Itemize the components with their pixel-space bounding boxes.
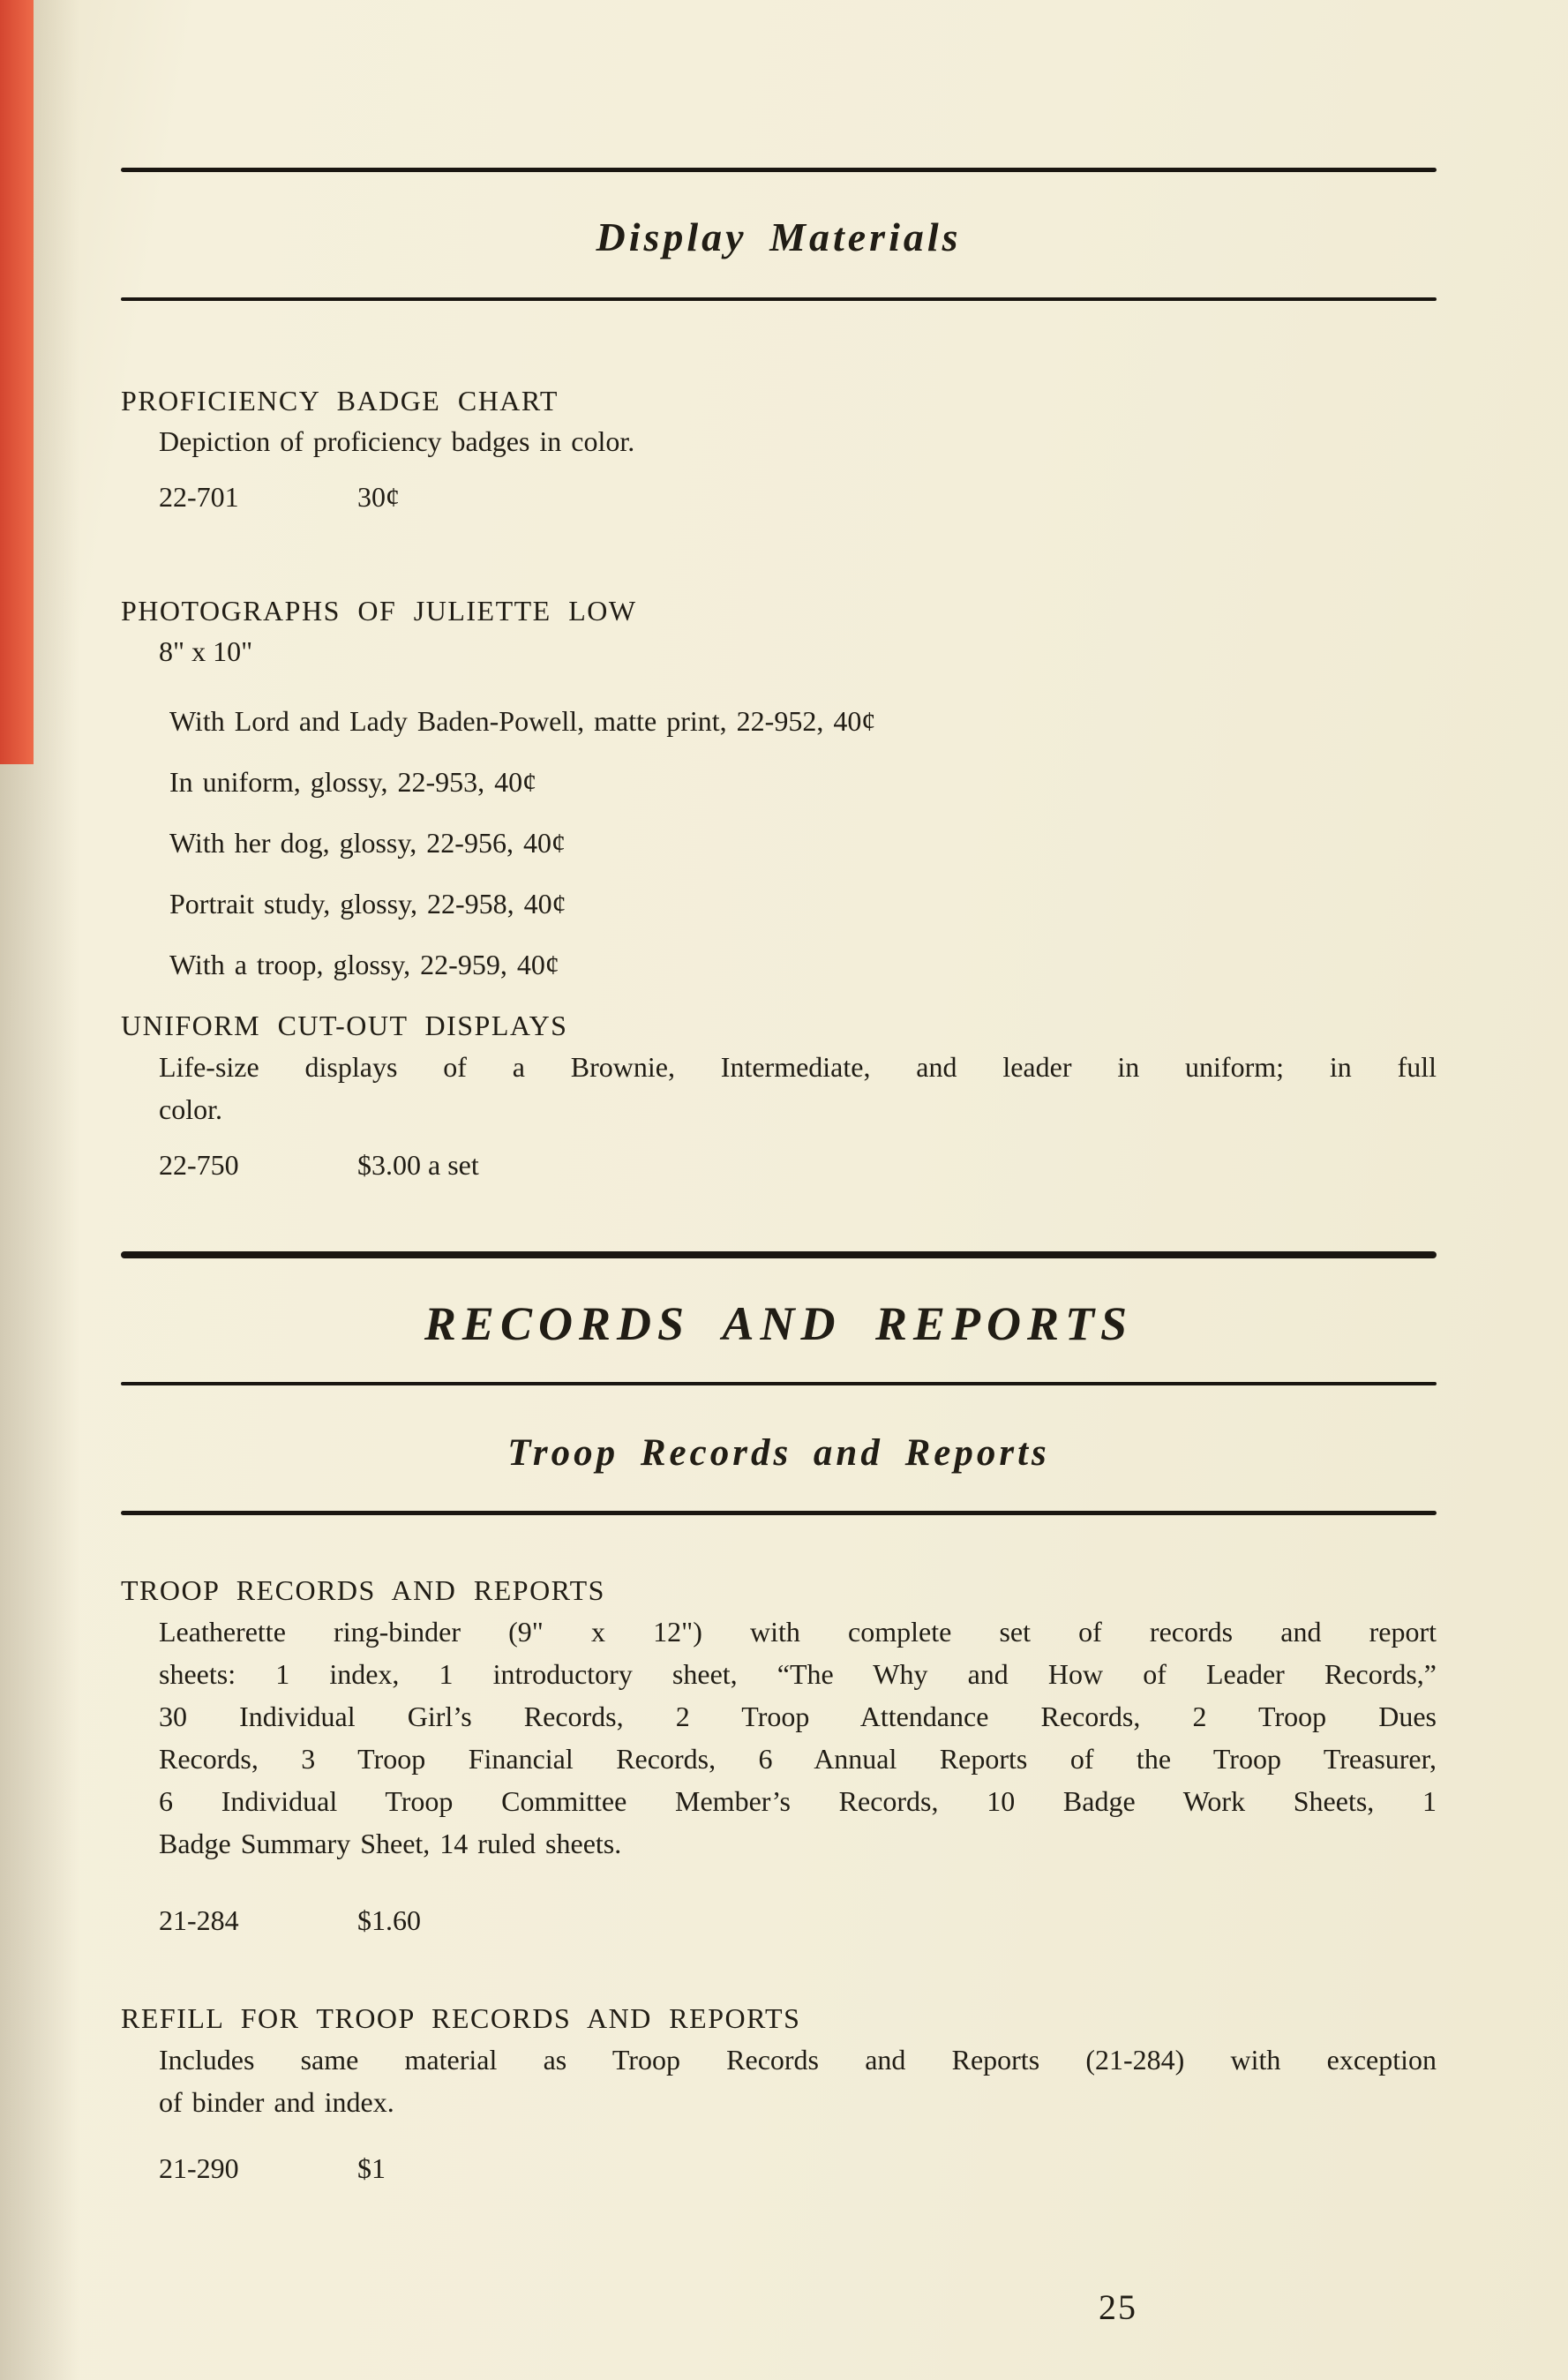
catalog-code: 21-290 [159,2152,239,2184]
troop-records-description-line: sheets: 1 index, 1 introductory sheet, “The Why and How of Leader Records,” [159,1658,1437,1690]
uniform-description-line: Life-size displays of a Brownie, Intermediate, and leader in uniform; in full [159,1051,1437,1083]
rule-above-display-title [121,168,1437,172]
photo-item: With Lord and Lady Baden-Powell, matte print, 22-952, 40¢ [169,705,876,737]
records-section-subtitle: Troop Records and Reports [507,1432,1050,1474]
troop-records-description-line: 6 Individual Troop Committee Member’s Records, 10 Badge Work Sheets, 1 [159,1785,1437,1817]
rule-below-records-title [121,1382,1437,1385]
photo-item: With a troop, glossy, 22-959, 40¢ [169,949,559,980]
page-number: 25 [1099,2287,1137,2327]
catalog-code: 21-284 [159,1904,239,1936]
troop-records-heading: TROOP RECORDS AND REPORTS [121,1574,605,1606]
catalog-code: 22-750 [159,1149,239,1181]
catalog-code: 22-701 [159,481,239,513]
rule-below-display-title [121,297,1437,301]
proficiency-code-price [159,477,1437,518]
troop-records-description-line: Leatherette ring-binder (9" x 12") with complete set of records and report [159,1616,1437,1648]
spine-color-strip [0,0,34,764]
refill-description-line: Includes same material as Troop Records and Reports (21-284) with exception [159,2044,1437,2076]
uniform-description-line: color. [159,1093,222,1125]
price: 30¢ [357,481,400,513]
troop-records-description-line: Badge Summary Sheet, 14 ruled sheets. [159,1828,622,1859]
price: $3.00 a set [357,1149,479,1181]
display-section-title: Display Materials [596,214,962,259]
price: $1 [357,2152,386,2184]
photographs-size: 8" x 10" [159,635,253,667]
rule-above-records-title [121,1251,1437,1258]
uniform-heading: UNIFORM CUT-OUT DISPLAYS [121,1010,568,1041]
refill-code-price [159,2148,1437,2189]
photo-item: In uniform, glossy, 22-953, 40¢ [169,766,537,798]
proficiency-heading: PROFICIENCY BADGE CHART [121,385,559,417]
uniform-code-price [159,1145,1437,1186]
troop-records-description-line: Records, 3 Troop Financial Records, 6 Annual Reports of the Troop Treasurer, [159,1743,1437,1775]
proficiency-description: Depiction of proficiency badges in color. [159,425,635,457]
price: $1.60 [357,1904,421,1936]
photo-item: Portrait study, glossy, 22-958, 40¢ [169,888,566,920]
records-section-title: RECORDS AND REPORTS [424,1297,1134,1350]
refill-heading: REFILL FOR TROOP RECORDS AND REPORTS [121,2002,801,2034]
refill-description-line: of binder and index. [159,2086,394,2118]
photo-item: With her dog, glossy, 22-956, 40¢ [169,827,566,859]
troop-records-code-price [159,1900,1437,1941]
troop-records-description-line: 30 Individual Girl’s Records, 2 Troop Attendance Records, 2 Troop Dues [159,1701,1437,1732]
rule-below-troop-subtitle [121,1511,1437,1515]
page-content [121,0,1437,2189]
photographs-heading: PHOTOGRAPHS OF JULIETTE LOW [121,595,637,627]
